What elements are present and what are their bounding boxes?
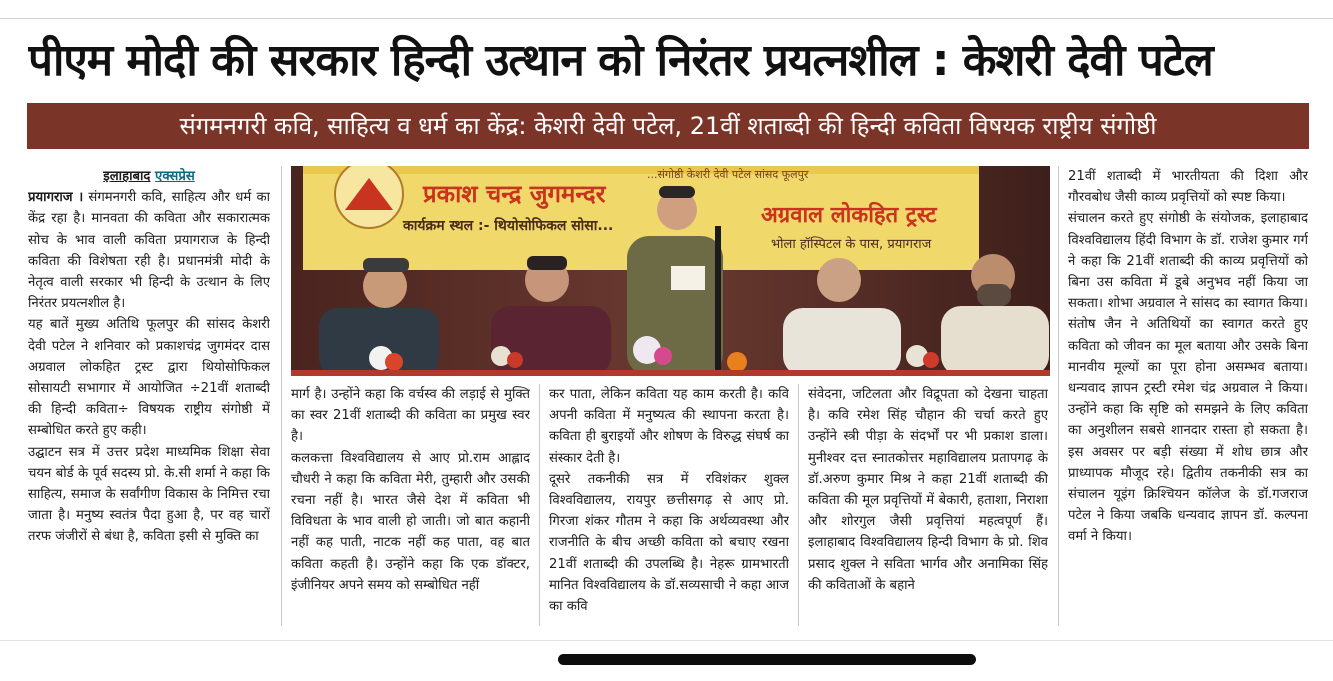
event-photo-illustration (291, 166, 1050, 376)
column-rule (539, 384, 540, 626)
dateline: प्रयागराज । (28, 190, 84, 206)
bottom-divider (0, 640, 1333, 641)
paragraph-text: संगमनगरी कवि, साहित्य और धर्म का केंद्र रहा है। मानवता की कविता और सकारात्मक सोच के भाव वाली कविता प्रयागराज के हिन्दी कविता की विशेषता रही है। प्रधानमंत्री मोदी के नेतृत्व वाली सरकार भी हिन्दी के उत्थान के लिए निरंतर प्रयत्नशील है। (28, 190, 270, 312)
article-column-4 (808, 384, 1048, 628)
article-column-3 (549, 384, 789, 628)
byline (28, 166, 270, 187)
column-rule (281, 166, 282, 626)
paragraph: संचालन करते हुए संगोष्ठी के संयोजक, इलाहाबाद विश्वविद्यालय हिंदी विभाग के डॉ. राजेश कुमार गर्ग ने कहा कि 21वीं शताब्दी की काव्य प्रवृत्तियों को बिना उस कविता में डूबे अनुभव नहीं किया जा सकता। शोभा अग्रवाल ने सांसद का स्वागत किया। संतोष जैन ने अतिथियों का स्वागत करते हुए कविता को जीवन का मूल बताया और उसके बिना मानवीय मूल्यों का पूरा होना असम्भव बताया। धन्यवाद ज्ञापन ट्रस्टी रमेश चंद्र अग्रवाल ने किया। उन्होंने कहा कि सृष्टि को समझने के लिए कविता का अनुशीलन सबसे शानदार रास्ता हो सकता है। इस अवसर पर बड़ी संख्या में शोध छात्र और प्राध्यापक मौजूद रहे। द्वितीय तकनीकी सत्र का संचालन यूइंग क्रिश्चियन कॉलेज के डॉ.गजराज पटेल ने किया जबकि धन्यवाद ज्ञापन डॉ. कल्पना वर्मा ने किया। (1068, 211, 1308, 545)
banner-title-1: प्रकाश चन्द्र जुगमन्दर (423, 180, 606, 208)
banner-venue-2: भोला हॉस्पिटल के पास, प्रयागराज (771, 237, 932, 252)
paragraph: दूसरे तकनीकी सत्र में रविशंकर शुक्ल विश्वविद्यालय, रायपुर छत्तीसगढ़ से आए प्रो. गिरजा शंकर गौतम ने कहा कि अर्थव्यवस्था और राजनीति के बीच अच्छी कविता को बचाए रखना 21वीं शताब्दी की उपलब्धि है। नेहरू ग्रामभारती मानित विश्वविद्यालय के डॉ.सव्यसाची ने कहा आज का कवि (549, 471, 789, 615)
paragraph: कर पाता, लेकिन कविता यह काम करती है। कवि अपनी कविता में मनुष्यत्व की स्थापना करता है। कविता ही बुराइयों और शोषण के विरुद्ध संघर्ष का संस्कार देती है। (549, 387, 789, 466)
banner-edge (303, 166, 979, 174)
byline-city: इलाहाबाद (103, 169, 151, 184)
top-divider (0, 18, 1333, 19)
banner-title-2: अग्रवाल लोकहित ट्रस्ट (761, 203, 937, 228)
column-rule (1058, 166, 1059, 626)
event-photo (291, 166, 1050, 376)
paragraph: संवेदना, जटिलता और विद्रूपता को देखना चाहता है। कवि रमेश सिंह चौहान की चर्चा करते हुए उन्होंने स्त्री पीड़ा के संदर्भों पर भी प्रकाश डाला। मुनीश्वर दत्त स्नातकोत्तर महाविद्यालय प्रतापगढ़ के डॉ.अरुण कुमार मिश्र ने कहा 21वीं शताब्दी की कविता की मूल प्रवृत्तियों में बेकारी, हताशा, निराशा और शोरगुल जैसी प्रवृत्तियां महत्वपूर्ण हैं। इलाहाबाद विश्वविद्यालय हिन्दी विभाग के प्रो. शिव प्रसाद शुक्ल ने सविता भार्गव और अनामिका सिंह की कविताओं के बहाने (808, 387, 1048, 593)
article-column-1 (28, 166, 270, 628)
table-cloth (291, 370, 1050, 376)
byline-paper[interactable]: एक्सप्रेस (155, 169, 195, 184)
article-column-5 (1068, 166, 1308, 628)
paragraph: मार्ग है। उन्होंने कहा कि वर्चस्व की लड़ाई से मुक्ति का स्वर 21वीं शताब्दी की कविता का प्रमुख स्वर है। (291, 387, 530, 445)
banner-venue: कार्यक्रम स्थल :- थियोसोफिकल सोसा... (403, 218, 614, 234)
paragraph: 21वीं शताब्दी में भारतीयता की दिशा और गौरवबोध जैसी काव्य प्रवृत्तियों को स्पष्ट किया। (1068, 169, 1308, 206)
paragraph (28, 187, 270, 314)
column-rule (798, 384, 799, 626)
paragraph: कलकत्ता विश्वविद्यालय से आए प्रो.राम आह्लाद चौधरी ने कहा कि कविता मेरी, तुम्हारी और उसकी रचना नहीं है। भारत जैसे देश में कविता भी विविधता के भाव वाली हो जाती। जो बात कहानी नहीं कह पाती, नाटक नहीं कह पाता, वह बात कविता कहती है। उन्होंने कहा कि एक डॉक्टर, इंजीनियर अपने समय को सम्बोधित नहीं (291, 450, 530, 593)
paragraph: उद्घाटन सत्र में उत्तर प्रदेश माध्यमिक शिक्षा सेवा चयन बोर्ड के पूर्व सदस्य प्रो. के.सी शर्मा ने कहा कि साहित्य, समाज के सर्वांगीण विकास के निमित्त रचा जाता है। मनुष्य स्वतंत्र पैदा हुआ है, पर वह चारों तरफ जंजीरों से बंधा है, कविता इसी से मुक्ति का (28, 444, 270, 545)
home-indicator-bar[interactable] (558, 654, 976, 665)
subheadline-deck: संगमनगरी कवि, साहित्य व धर्म का केंद्र: केशरी देवी पटेल, 21वीं शताब्दी की हिन्दी कविता विषयक राष्ट्रीय संगोष्ठी (27, 103, 1309, 149)
banner-top-text: ...संगोष्ठी केशरी देवी पटेल सांसद फूलपुर (647, 168, 809, 181)
headline: पीएम मोदी की सरकार हिन्दी उत्थान को निरंतर प्रयत्नशील : केशरी देवी पटेल (28, 35, 1213, 86)
paragraph: यह बातें मुख्य अतिथि फूलपुर की सांसद केशरी देवी पटेल ने शनिवार को प्रकाशचंद्र जुगमंदर दास अग्रवाल लोकहित ट्रस्ट द्वारा थियोसोफिकल सोसायटी सभागार में आयोजित ÷21वीं शताब्दी की हिन्दी कविता÷ विषयक राष्ट्रीय संगोष्ठी में सम्बोधित करते हुए कही। (28, 317, 270, 439)
article-column-2 (291, 384, 530, 628)
